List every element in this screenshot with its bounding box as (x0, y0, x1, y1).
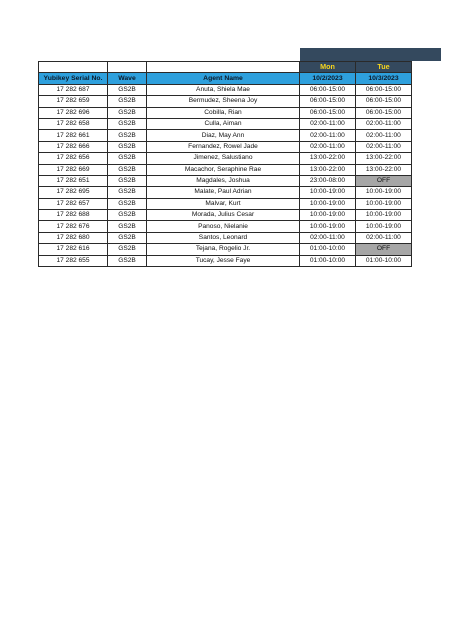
day-tue[interactable]: Tue (356, 62, 412, 73)
shift-mon-cell[interactable]: 02:00-11:00 (300, 130, 356, 141)
serial-cell[interactable]: 17 282 656 (39, 153, 108, 164)
agent-name-cell[interactable]: Malate, Paul Adrian (147, 187, 300, 198)
agent-name-cell[interactable]: Fernandez, Rowel Jade (147, 141, 300, 152)
wave-cell[interactable]: GS2B (108, 96, 147, 107)
shift-tue-cell[interactable]: 10:00-19:00 (356, 221, 412, 232)
shift-mon-cell[interactable]: 02:00-11:00 (300, 232, 356, 243)
serial-cell[interactable]: 17 282 669 (39, 164, 108, 175)
header-band (300, 48, 441, 61)
shift-mon-cell[interactable]: 06:00-15:00 (300, 84, 356, 95)
column-header-row (39, 73, 412, 84)
shift-tue-cell[interactable]: 06:00-15:00 (356, 84, 412, 95)
serial-cell[interactable]: 17 282 655 (39, 255, 108, 266)
agent-name-cell[interactable]: Macachor, Seraphine Rae (147, 164, 300, 175)
table-row (39, 221, 412, 232)
wave-cell[interactable]: GS2B (108, 141, 147, 152)
shift-tue-cell[interactable]: 02:00-11:00 (356, 232, 412, 243)
serial-cell[interactable]: 17 282 666 (39, 141, 108, 152)
agent-name-cell[interactable]: Santos, Leonard (147, 232, 300, 243)
shift-mon-cell[interactable]: 13:00-22:00 (300, 153, 356, 164)
wave-cell[interactable]: GS2B (108, 244, 147, 255)
shift-tue-cell[interactable]: 06:00-15:00 (356, 96, 412, 107)
schedule-table (38, 61, 412, 267)
serial-cell[interactable]: 17 282 616 (39, 244, 108, 255)
wave-cell[interactable]: GS2B (108, 221, 147, 232)
shift-tue-cell[interactable]: OFF (356, 175, 412, 186)
schedule-rows (39, 84, 412, 266)
agent-name-cell[interactable]: Panoso, Nielanie (147, 221, 300, 232)
agent-name-cell[interactable]: Bermudez, Sheena Joy (147, 96, 300, 107)
shift-tue-cell[interactable]: OFF (356, 244, 412, 255)
shift-tue-cell[interactable]: 10:00-19:00 (356, 210, 412, 221)
col-header-date-mon[interactable]: 10/2/2023 (300, 73, 356, 84)
agent-name-cell[interactable]: Jimenez, Salustiano (147, 153, 300, 164)
wave-cell[interactable]: GS2B (108, 153, 147, 164)
wave-cell[interactable]: GS2B (108, 130, 147, 141)
wave-cell[interactable]: GS2B (108, 164, 147, 175)
table-row (39, 255, 412, 266)
table-row (39, 130, 412, 141)
shift-tue-cell[interactable]: 02:00-11:00 (356, 141, 412, 152)
table-row (39, 153, 412, 164)
shift-mon-cell[interactable]: 01:00-10:00 (300, 244, 356, 255)
agent-name-cell[interactable]: Diaz, May Ann (147, 130, 300, 141)
col-header-wave[interactable]: Wave (108, 73, 147, 84)
shift-tue-cell[interactable]: 10:00-19:00 (356, 187, 412, 198)
wave-cell[interactable]: GS2B (108, 107, 147, 118)
wave-cell[interactable]: GS2B (108, 198, 147, 209)
day-mon[interactable]: Mon (300, 62, 356, 73)
table-row (39, 107, 412, 118)
wave-cell[interactable]: GS2B (108, 187, 147, 198)
blank-cell (108, 62, 147, 73)
serial-cell[interactable]: 17 282 680 (39, 232, 108, 243)
wave-cell[interactable]: GS2B (108, 210, 147, 221)
table-row (39, 198, 412, 209)
shift-tue-cell[interactable]: 06:00-15:00 (356, 107, 412, 118)
shift-mon-cell[interactable]: 10:00-19:00 (300, 198, 356, 209)
shift-tue-cell[interactable]: 02:00-11:00 (356, 118, 412, 129)
serial-cell[interactable]: 17 282 687 (39, 84, 108, 95)
shift-tue-cell[interactable]: 13:00-22:00 (356, 153, 412, 164)
agent-name-cell[interactable]: Cobilla, Rian (147, 107, 300, 118)
serial-cell[interactable]: 17 282 659 (39, 96, 108, 107)
serial-cell[interactable]: 17 282 661 (39, 130, 108, 141)
table-row (39, 244, 412, 255)
day-row (39, 62, 412, 73)
agent-name-cell[interactable]: Morada, Julius Cesar (147, 210, 300, 221)
shift-mon-cell[interactable]: 01:00-10:00 (300, 255, 356, 266)
table-row (39, 187, 412, 198)
shift-tue-cell[interactable]: 10:00-19:00 (356, 198, 412, 209)
wave-cell[interactable]: GS2B (108, 175, 147, 186)
shift-tue-cell[interactable]: 01:00-10:00 (356, 255, 412, 266)
agent-name-cell[interactable]: Magdales, Joshua (147, 175, 300, 186)
table-row (39, 164, 412, 175)
col-header-date-tue[interactable]: 10/3/2023 (356, 73, 412, 84)
blank-cell (147, 62, 300, 73)
agent-name-cell[interactable]: Malvar, Kurt (147, 198, 300, 209)
shift-mon-cell[interactable]: 23:00-08:00 (300, 175, 356, 186)
table-row (39, 84, 412, 95)
shift-mon-cell[interactable]: 06:00-15:00 (300, 107, 356, 118)
table-row (39, 232, 412, 243)
serial-cell[interactable]: 17 282 657 (39, 198, 108, 209)
table-row (39, 210, 412, 221)
agent-name-cell[interactable]: Culla, Aiman (147, 118, 300, 129)
table-row (39, 96, 412, 107)
serial-cell[interactable]: 17 282 658 (39, 118, 108, 129)
serial-cell[interactable]: 17 282 688 (39, 210, 108, 221)
shift-mon-cell[interactable]: 06:00-15:00 (300, 96, 356, 107)
wave-cell[interactable]: GS2B (108, 118, 147, 129)
shift-tue-cell[interactable]: 13:00-22:00 (356, 164, 412, 175)
wave-cell[interactable]: GS2B (108, 84, 147, 95)
table-row (39, 141, 412, 152)
shift-mon-cell[interactable]: 10:00-19:00 (300, 221, 356, 232)
shift-mon-cell[interactable]: 13:00-22:00 (300, 164, 356, 175)
col-header-agent[interactable]: Agent Name (147, 73, 300, 84)
wave-cell[interactable]: GS2B (108, 232, 147, 243)
blank-cell (39, 62, 108, 73)
serial-cell[interactable]: 17 282 696 (39, 107, 108, 118)
shift-mon-cell[interactable]: 02:00-11:00 (300, 141, 356, 152)
shift-mon-cell[interactable]: 10:00-19:00 (300, 187, 356, 198)
agent-name-cell[interactable]: Anuta, Shiela Mae (147, 84, 300, 95)
shift-mon-cell[interactable]: 02:00-11:00 (300, 118, 356, 129)
agent-name-cell[interactable]: Tucay, Jesse Faye (147, 255, 300, 266)
serial-cell[interactable]: 17 282 676 (39, 221, 108, 232)
wave-cell[interactable]: GS2B (108, 255, 147, 266)
serial-cell[interactable]: 17 282 651 (39, 175, 108, 186)
table-row (39, 118, 412, 129)
serial-cell[interactable]: 17 282 695 (39, 187, 108, 198)
shift-tue-cell[interactable]: 02:00-11:00 (356, 130, 412, 141)
col-header-serial[interactable]: Yubikey Serial No. (39, 73, 108, 84)
agent-name-cell[interactable]: Tejana, Rogelio Jr. (147, 244, 300, 255)
table-row (39, 175, 412, 186)
shift-mon-cell[interactable]: 10:00-19:00 (300, 210, 356, 221)
